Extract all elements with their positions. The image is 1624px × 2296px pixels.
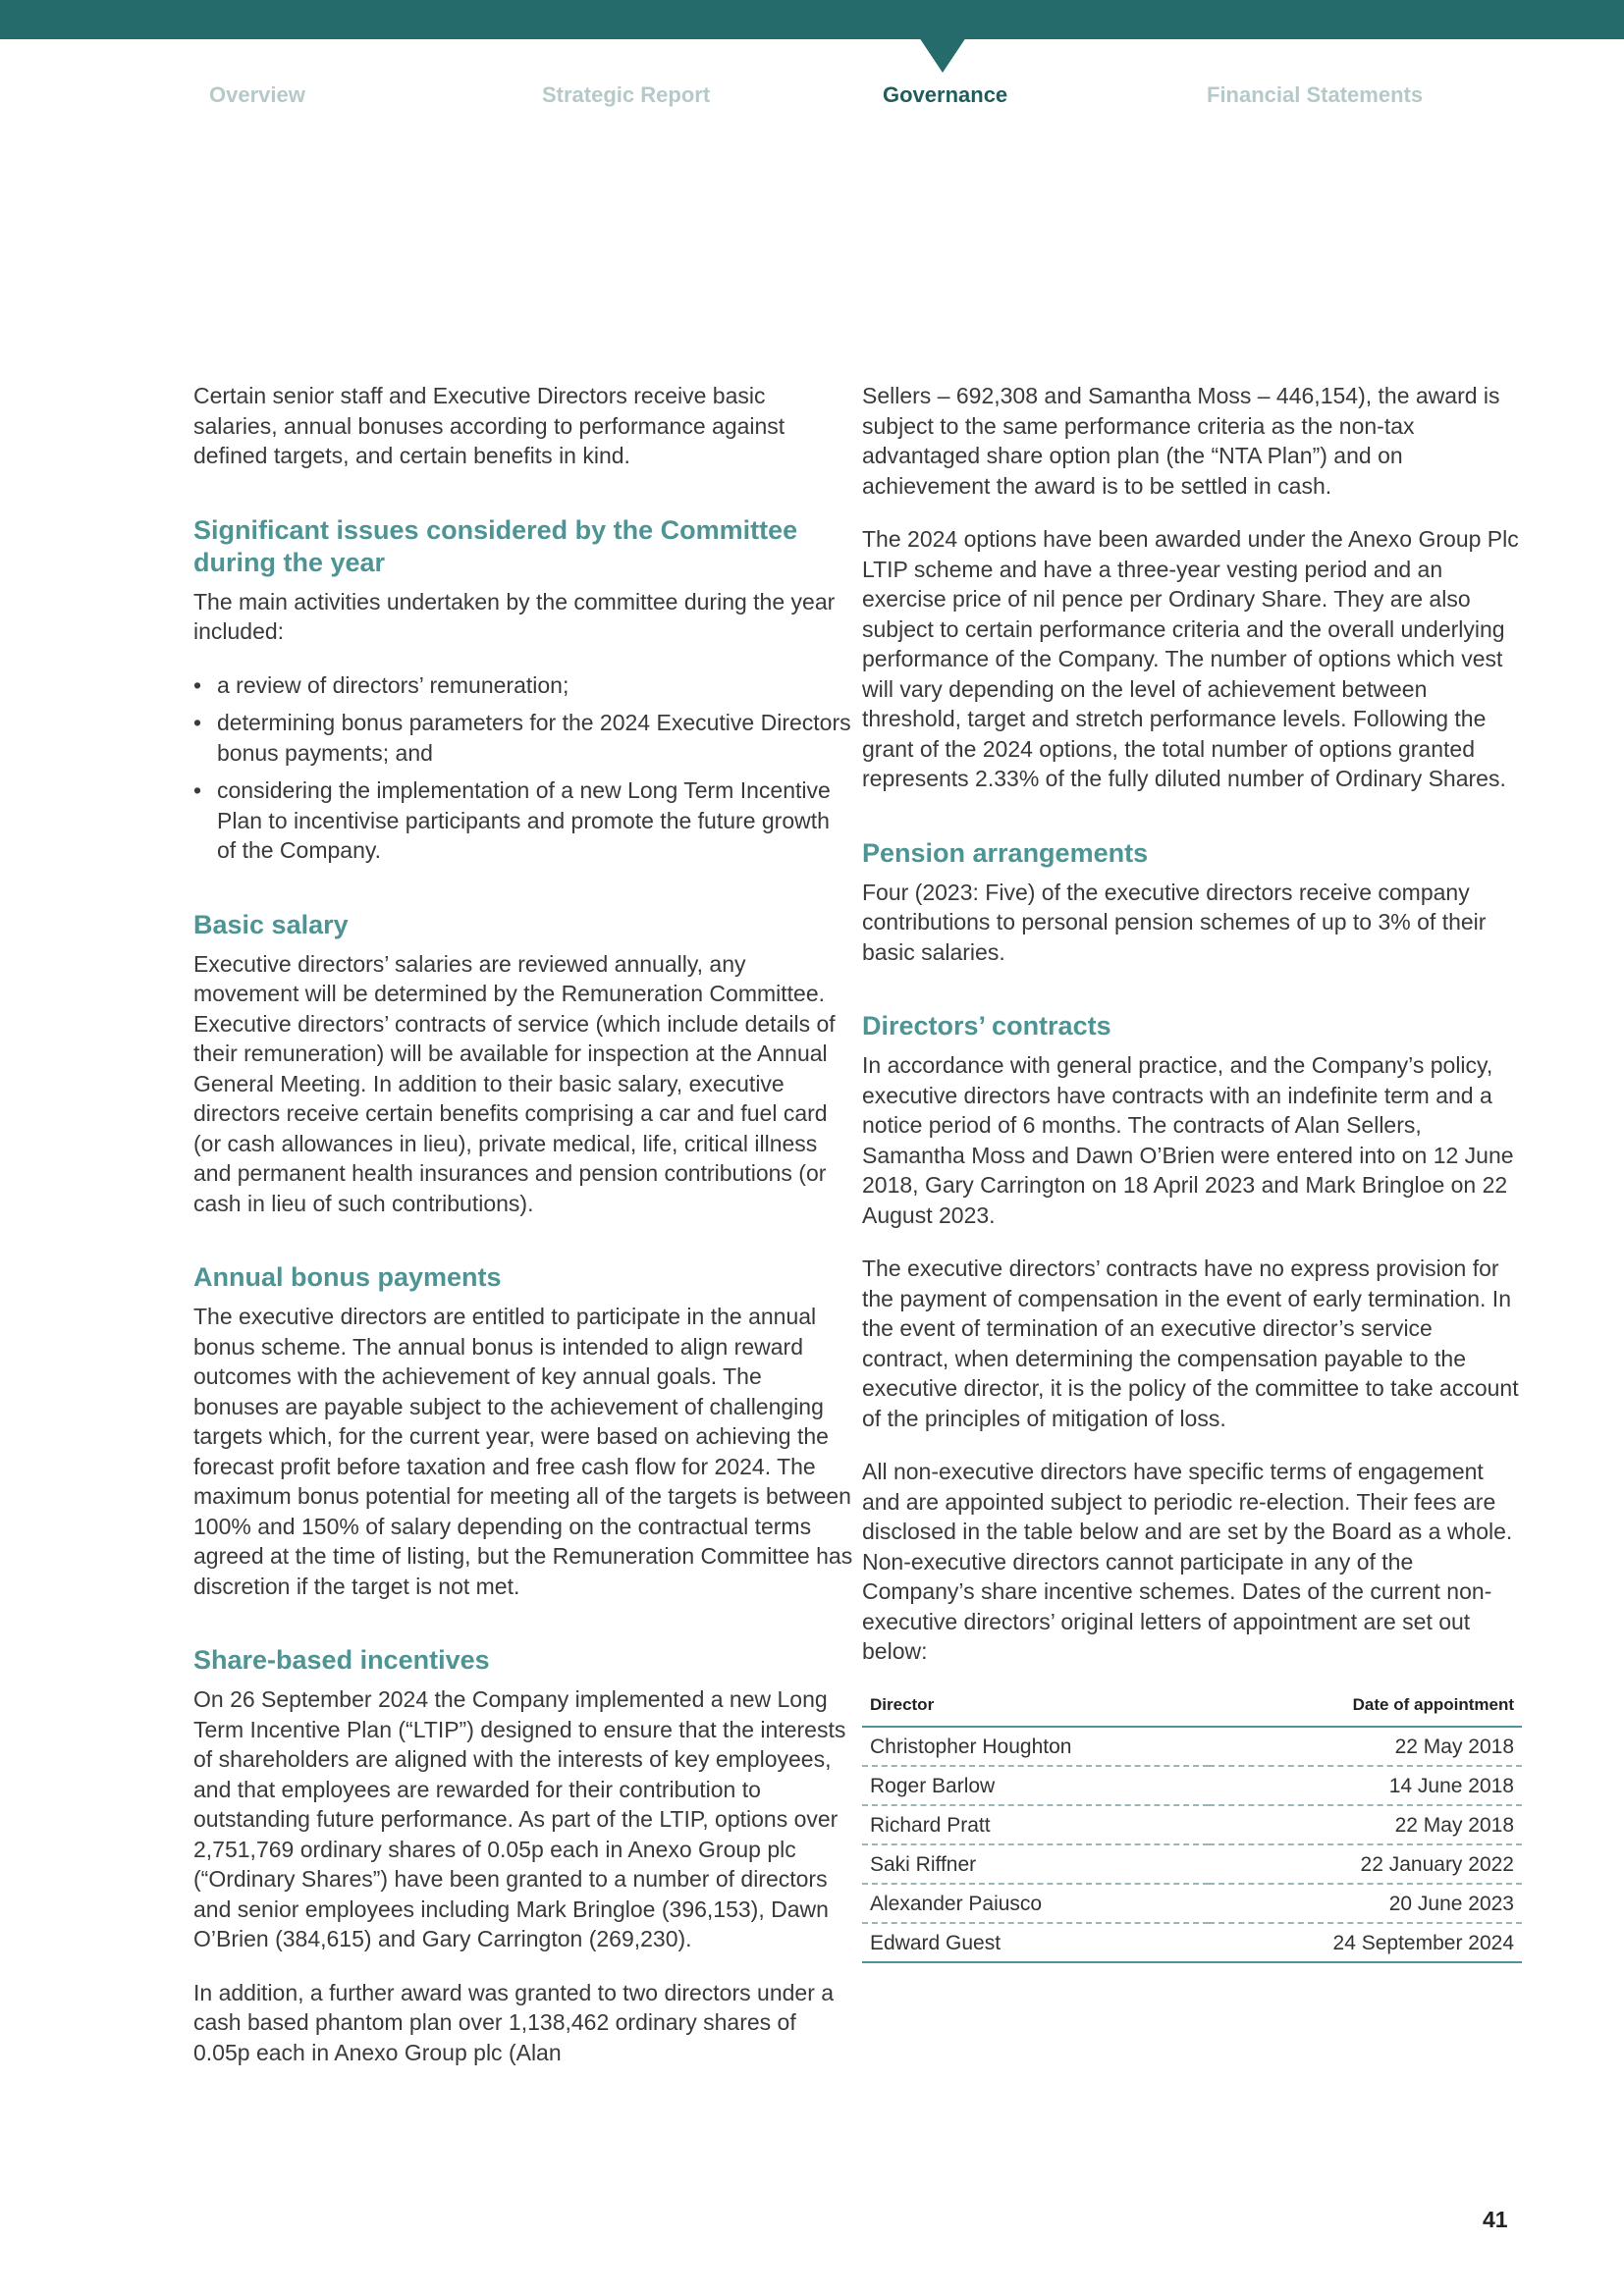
pension-heading: Pension arrangements [862,837,1149,868]
appointment-date: 22 May 2018 [1209,1805,1522,1844]
contracts-heading: Directors’ contracts [862,1011,1111,1041]
director-name: Christopher Houghton [862,1727,1209,1766]
director-name: Richard Pratt [862,1805,1209,1844]
significant-issues-lead: The main activities undertaken by the committee during the year included: [193,588,836,644]
table-row [862,1805,1522,1844]
director-name: Saki Riffner [862,1844,1209,1884]
annual-bonus-heading: Annual bonus payments [193,1262,502,1292]
appointment-date: 20 June 2023 [1209,1884,1522,1923]
table-row [862,1923,1522,1962]
share-based-heading: Share-based incentives [193,1645,490,1675]
appointment-date: 24 September 2024 [1209,1923,1522,1962]
table-row [862,1766,1522,1805]
basic-salary-text: Executive directors’ salaries are reviewed annually, any movement will be determined by the Remuneration Committee. Executive directors’ contracts of service (which include details of their remuneration) will be available for inspection at the Annual General Meeting. In addition to their basic salary, executive directors receive certain benefits comprising a car and fuel card (or cash allowances in lieu), private medical, life, critical illness and permanent health insurances and pension contributions (or cash in lieu of such contributions). [193,950,836,1216]
list-item: • considering the implementation of a new Long Term Incentive Plan to incentivise participants and promote the future growth of the Company. [193,775,853,866]
list-item: • determining bonus parameters for the 2024 Executive Directors bonus payments; and [193,708,853,768]
significant-issues-heading: Significant issues considered by the Committee during the year [193,514,798,577]
nav-strategic-report[interactable]: Strategic Report [542,82,711,107]
active-section-marker [919,37,966,73]
section-nav [0,82,1624,112]
activities-list [193,670,853,866]
options-paragraph: The 2024 options have been awarded under the Anexo Group Plc LTIP scheme and have a three-year vesting period and an exercise price of nil pence per Ordinary Share. They are also subject to certain performance criteria and the overall underlying performance of the Company. The number of options which vest will vary depending on the level of achievement between threshold, target and stretch performance levels. Following the grant of the 2024 options, the total number of options granted represents 2.33% of the fully diluted number of Ordinary Shares. [862,526,1519,791]
intro-paragraph: Certain senior staff and Executive Directors receive basic salaries, annual bonuses according to performance against defined targets, and certain benefits in kind. [193,383,785,468]
table-header-row [862,1690,1522,1728]
director-name: Edward Guest [862,1923,1209,1962]
contracts-paragraph-3: All non-executive directors have specific terms of engagement and are appointed subject to periodic re-election. Their fees are disclosed in the table below and are set by the Board as a whole. Non-executive directors cannot participate in any of the Company’s share incentive schemes. Dates of the current non-executive directors’ original letters of appointment are set out below: [862,1459,1513,1664]
right-column [862,381,1522,1963]
annual-bonus-text: The executive directors are entitled to participate in the annual bonus scheme. The annual bonus is intended to align reward outcomes with the achievement of key annual goals. The bonuses are payable subject to the achievement of challenging targets which, for the current year, were based on achieving the forecast profit before taxation and free cash flow for 2024. The maximum bonus potential for meeting all of the targets is between 100% and 150% of salary depending on the contractual terms agreed at the time of listing, but the Remuneration Committee has discretion if the target is not met. [193,1304,853,1599]
share-based-paragraph-2: In addition, a further award was granted to two directors under a cash based phantom plan over 1,138,462 ordinary shares of 0.05p each in Anexo Group plc (Alan [193,1979,835,2065]
basic-salary-heading: Basic salary [193,909,349,939]
appointments-table [862,1690,1522,1964]
list-item: • a review of directors’ remuneration; [193,670,853,701]
table-row [862,1884,1522,1923]
contracts-paragraph-1: In accordance with general practice, and the Company’s policy, executive directors have contracts with an indefinite term and a notice period of 6 months. The contracts of Alan Sellers, Samantha Moss and Dawn O’Brien were entered into on 12 June 2018, Gary Carrington on 18 April 2023 and Mark Bringloe on 22 August 2023. [862,1052,1514,1228]
nav-financial-statements[interactable]: Financial Statements [1207,82,1424,107]
table-row [862,1727,1522,1766]
appointment-date: 22 May 2018 [1209,1727,1522,1766]
contracts-paragraph-2: The executive directors’ contracts have no express provision for the payment of compensation in the event of early termination. In the event of termination of an executive director’s service contract, when determining the compensation payable to the executive director, it is the policy of the committee to take account of the principles of mitigation of loss. [862,1255,1519,1431]
date-column-header: Date of appointment [1209,1690,1522,1728]
left-column [193,381,853,2091]
appointment-date: 14 June 2018 [1209,1766,1522,1805]
nav-governance[interactable]: Governance [883,82,1008,107]
page-number: 41 [1483,2207,1508,2232]
pension-text: Four (2023: Five) of the executive directors receive company contributions to personal pension schemes of up to 3% of their basic salaries. [862,879,1487,965]
director-name: Alexander Paiusco [862,1884,1209,1923]
nav-overview[interactable]: Overview [209,82,305,107]
table-row [862,1844,1522,1884]
director-column-header: Director [862,1690,1209,1728]
director-name: Roger Barlow [862,1766,1209,1805]
share-based-paragraph-1: On 26 September 2024 the Company implemented a new Long Term Incentive Plan (“LTIP”) designed to ensure that the interests of shareholders are aligned with the interests of key employees, and that employees are rewarded for their contribution to outstanding future performance. As part of the LTIP, options over 2,751,769 ordinary shares of 0.05p each in Anexo Group plc (“Ordinary Shares”) have been granted to a number of directors and senior employees including Mark Bringloe (396,153), Dawn O’Brien (384,615) and Gary Carrington (269,230). [193,1686,846,1951]
appointment-date: 22 January 2022 [1209,1844,1522,1884]
top-bar [0,0,1624,39]
phantom-plan-continuation: Sellers – 692,308 and Samantha Moss – 446,154), the award is subject to the same performance criteria as the non-tax advantaged share option plan (the “NTA Plan”) and on achievement the award is to be settled in cash. [862,383,1500,499]
